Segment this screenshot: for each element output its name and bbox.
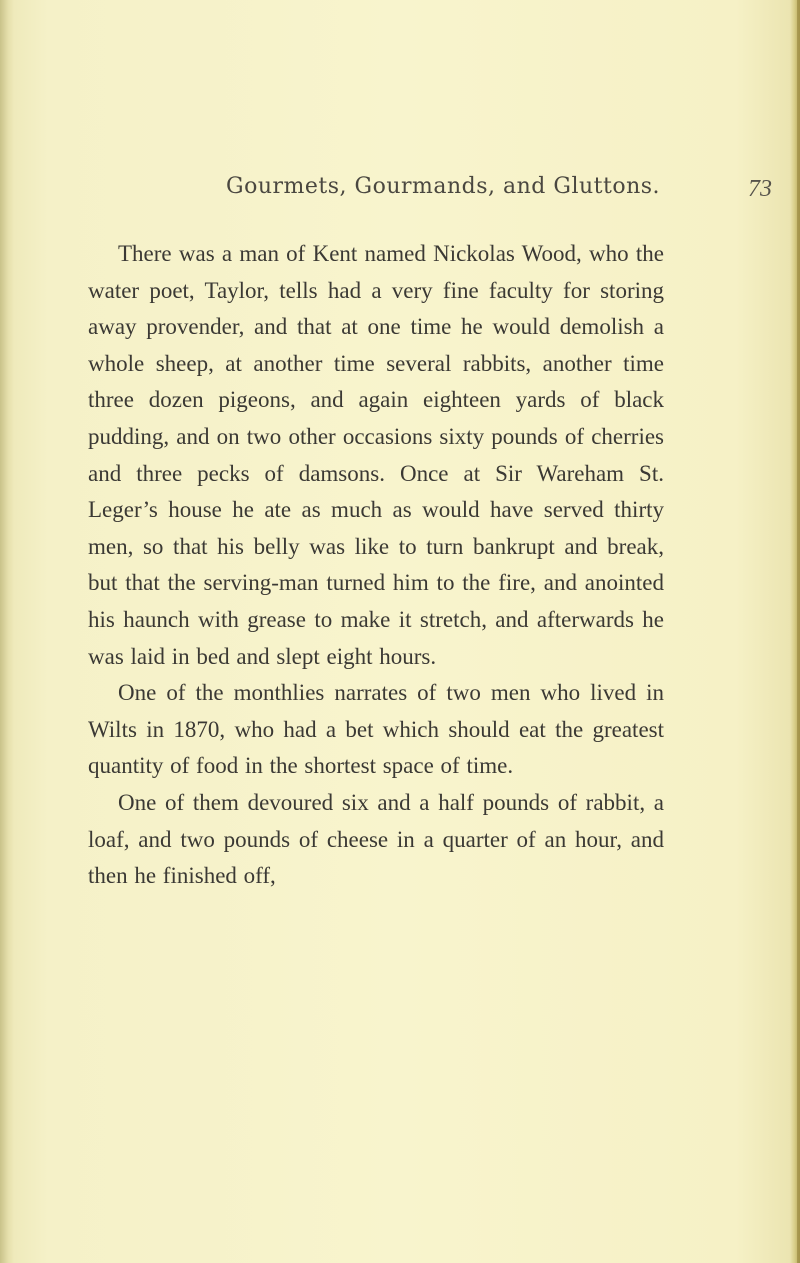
paragraph: One of the monthlies narrates of two men who lived in Wilts in 1870, who had a bet which should eat the greatest quantity of food in the shortest space of time.: [88, 680, 664, 779]
page-gutter-shadow: [0, 0, 14, 1263]
page-edge: [790, 0, 800, 1263]
page-number: 73: [748, 176, 772, 202]
running-head: Gourmets, Gourmands, and Gluttons.: [226, 174, 661, 199]
body-text: [88, 236, 664, 895]
paragraph: One of them devoured six and a half pounds of rabbit, a loaf, and two pounds of cheese in a quarter of an hour, and then he finished off,: [88, 789, 664, 889]
paragraph: There was a man of Kent named Nickolas Wood, who the water poet, Taylor, tells had a very fine faculty for storing away provender, and that at one time he would demolish a whole sheep, at another time several rabbits, another time three dozen pigeons, and again eighteen yards of black pudding, and on two other occasions sixty pounds of cherries and three pecks of damsons. Once at Sir Wareham St. Leger’s house he ate as much as would have served thirty men, so that his belly was like to turn bankrupt and break, but that the serving-man turned him to the fire, and anointed his haunch with grease to make it stretch, and afterwards he was laid in bed and slept eight hours.: [88, 241, 664, 669]
